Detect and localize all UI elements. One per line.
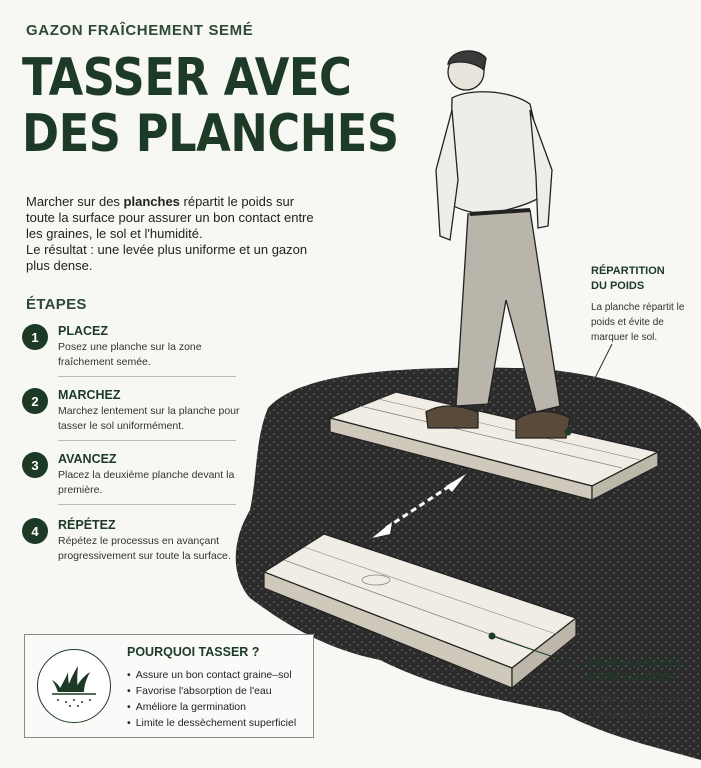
step-number-icon: 4 <box>22 518 48 544</box>
step-divider <box>58 376 236 377</box>
step-title: RÉPÉTEZ <box>58 518 116 532</box>
grass-sprout-icon <box>37 649 111 723</box>
step-desc: Marchez lentement sur la planche pour tasser le sol uniformément. <box>58 405 240 432</box>
callout-weight <box>591 264 701 345</box>
callout-desc: La planche répartit le poids et évite de marquer le sol. <box>591 302 685 343</box>
why-list <box>127 667 296 731</box>
callout-desc: Permet un mouvement continu et régulier. <box>588 694 690 720</box>
step-divider <box>58 440 236 441</box>
intro-part-1: Marcher sur des <box>26 194 124 209</box>
why-item: • Assure un bon contact graine–sol <box>127 667 296 683</box>
callout-title: POUR AVANCER <box>588 672 676 684</box>
callout-boards <box>588 656 700 722</box>
intro-result: Le résultat : une levée plus uniforme et un gazon plus dense. <box>26 242 308 273</box>
step-number-icon: 3 <box>22 452 48 478</box>
step-title: AVANCEZ <box>58 452 117 466</box>
step-number-icon: 1 <box>22 324 48 350</box>
step-title: MARCHEZ <box>58 388 121 402</box>
callout-title: DU POIDS <box>591 280 645 292</box>
intro-bold: planches <box>123 194 180 209</box>
why-item: • Améliore la germination <box>127 699 296 715</box>
step-desc: Répétez le processus en avançant progressivement sur toute la surface. <box>58 535 231 562</box>
step-desc: Posez une planche sur la zone fraîchement semée. <box>58 341 202 368</box>
page-title <box>22 48 399 164</box>
title-line-1: TASSER AVEC <box>22 48 352 108</box>
callout-title: DEUX PLANCHES <box>588 657 683 669</box>
why-box <box>24 634 314 738</box>
steps-heading: ÉTAPES <box>26 296 87 313</box>
eyebrow-label: GAZON FRAÎCHEMENT SEMÉ <box>26 22 254 39</box>
intro-text <box>26 194 326 274</box>
why-item: • Favorise l'absorption de l'eau <box>127 683 296 699</box>
step-number-icon: 2 <box>22 388 48 414</box>
title-line-2: DES PLANCHES <box>22 104 399 164</box>
step-desc: Placez la deuxième planche devant la première. <box>58 469 235 496</box>
step-title: PLACEZ <box>58 324 108 338</box>
intro-part-2: répartit le poids sur toute la surface pour assurer un bon contact entre les graines, le sol et l'humidité. <box>26 194 314 241</box>
why-title: POURQUOI TASSER ? <box>127 645 260 659</box>
callout-title: RÉPARTITION <box>591 265 665 277</box>
why-item: • Limite le dessèchement superficiel <box>127 715 296 731</box>
step-divider <box>58 504 236 505</box>
